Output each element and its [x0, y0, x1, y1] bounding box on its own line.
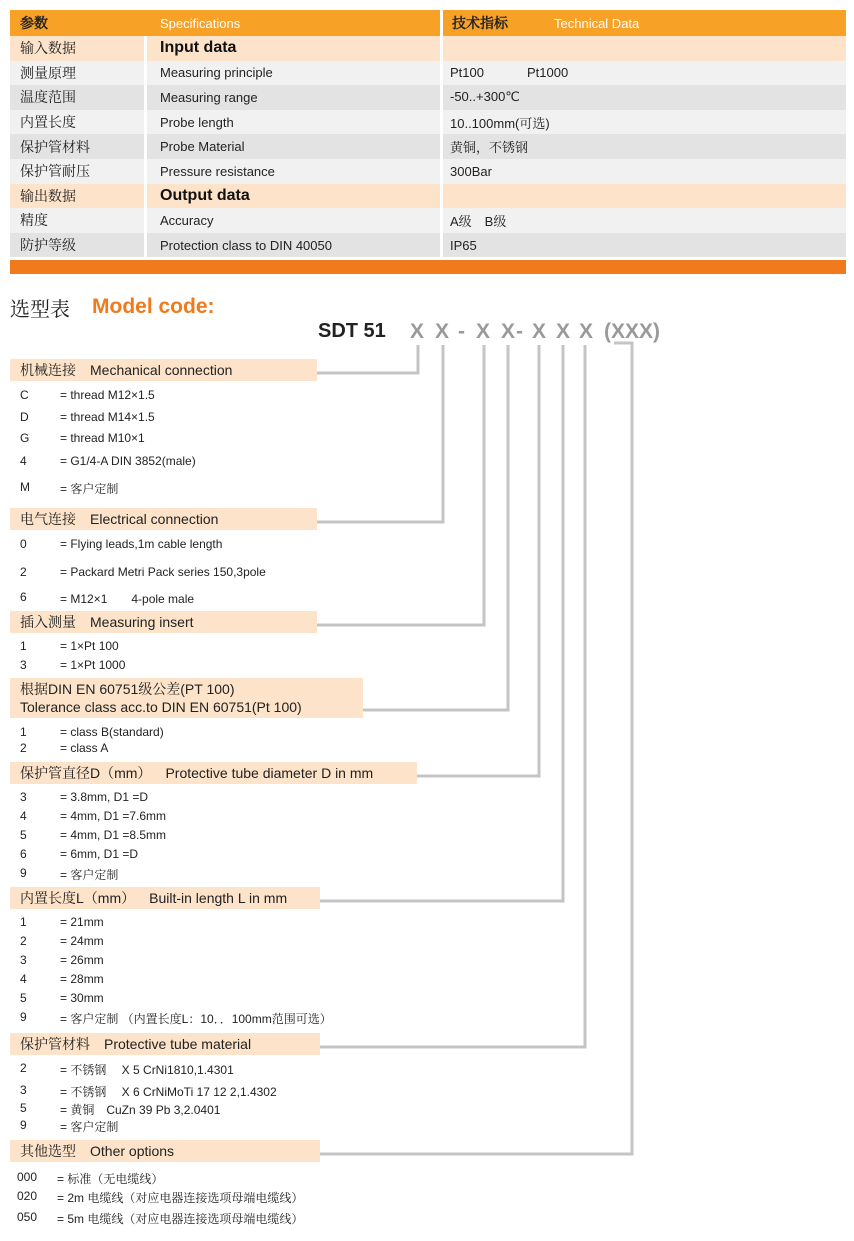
option-code: 0	[20, 537, 27, 551]
spec-row-label-cn: 内置长度	[20, 114, 76, 131]
option-code: M	[20, 480, 30, 494]
option-value: = 21mm	[60, 915, 104, 929]
spec-row-value: 10..100mm(可选)	[450, 115, 550, 131]
option-value: = Flying leads,1m cable length	[60, 537, 223, 551]
option-value: = thread M10×1	[60, 431, 145, 445]
model-code-placeholder: X	[410, 320, 425, 343]
spec-row-label-cn: 测量原理	[20, 64, 76, 81]
option-code: 3	[20, 1083, 27, 1097]
model-code-separator: -	[516, 320, 523, 343]
section-title-en: Protective tube material	[104, 1036, 252, 1052]
spec-row-value: -50..+300℃	[450, 89, 520, 105]
model-code-placeholder: X	[476, 320, 491, 343]
option-value: = 黄铜 CuZn 39 Pb 3,2.0401	[60, 1103, 221, 1117]
option-value: = 标准（无电缆线）	[57, 1172, 164, 1186]
option-code: 5	[20, 828, 27, 842]
connector-line	[363, 345, 508, 710]
option-code: 9	[20, 1010, 27, 1024]
section-banner	[10, 678, 363, 718]
option-code: 5	[20, 1101, 27, 1115]
option-code: 6	[20, 847, 27, 861]
section-banner	[10, 1033, 320, 1055]
model-code-placeholder: X	[579, 320, 594, 343]
option-code: 5	[20, 991, 27, 1005]
option-code: 050	[17, 1210, 38, 1224]
spec-row-label-cn: 保护管耐压	[20, 163, 90, 180]
model-code-title-en: Model code:	[92, 295, 215, 318]
spec-row-value: A级 B级	[450, 213, 507, 229]
option-value: = class B(standard)	[60, 725, 164, 739]
section-banner	[10, 611, 317, 633]
section-title-en: Protective tube diameter D in mm	[165, 765, 374, 781]
option-code: 3	[20, 953, 27, 967]
header-param-en: Specifications	[160, 15, 241, 31]
section-title-cn: 根据DIN EN 60751级公差(PT 100)	[20, 681, 235, 697]
section-title-cn: 其他选型	[20, 1143, 76, 1159]
option-value: = class A	[60, 741, 109, 755]
section-banner	[10, 359, 317, 381]
model-code-placeholder: X	[556, 320, 571, 343]
option-value: = 2m 电缆线（对应电器连接选项母端电缆线）	[57, 1191, 304, 1205]
option-value: = 客户定制	[60, 482, 119, 496]
spec-row-label-en: Measuring principle	[160, 65, 273, 81]
option-value: = 不锈钢 X 5 CrNi1810,1.4301	[60, 1063, 234, 1077]
option-code: 4	[20, 454, 27, 468]
option-code: D	[20, 410, 29, 424]
section-title-cn: 保护管材料	[20, 1036, 90, 1052]
model-code-prefix: SDT 51	[318, 320, 386, 342]
model-code-separator: -	[458, 320, 465, 343]
connector-line	[317, 345, 484, 625]
spec-row-label-cn: 保护管材料	[20, 138, 90, 155]
option-value: = 4mm, D1 =8.5mm	[60, 828, 167, 842]
spec-row-label-cn: 输出数据	[20, 187, 76, 204]
spec-row-label-cn: 温度范围	[20, 89, 76, 106]
option-value: = 客户定制 （内置长度L：10．．100mm范围可选）	[60, 1012, 332, 1026]
option-value: = 26mm	[60, 953, 104, 967]
spec-row-value: IP65	[450, 237, 477, 253]
section-title-en: Measuring insert	[90, 614, 194, 630]
option-code: 2	[20, 934, 27, 948]
option-value: = 客户定制	[60, 1120, 119, 1134]
section-banner	[10, 1140, 320, 1162]
section-banner	[10, 887, 320, 909]
spec-row-label-en: Output data	[160, 186, 250, 204]
option-code: 2	[20, 1061, 27, 1075]
section-title-cn: 内置长度L（mm）	[20, 890, 136, 906]
option-value: = 28mm	[60, 972, 104, 986]
option-code: 9	[20, 866, 27, 880]
option-code: 6	[20, 590, 27, 604]
option-code: 1	[20, 725, 27, 739]
option-value: = 客户定制	[60, 868, 119, 882]
spec-row-label-en: Pressure resistance	[160, 163, 275, 179]
option-value: = thread M12×1.5	[60, 388, 155, 402]
spec-row-label-en: Protection class to DIN 40050	[160, 237, 332, 253]
spec-row-value: 黄铜，不锈钢	[450, 140, 529, 156]
option-code: 3	[20, 658, 27, 672]
option-code: 2	[20, 741, 27, 755]
option-value: = Packard Metri Pack series 150,3pole	[60, 565, 266, 579]
spec-row-label-en: Probe length	[160, 114, 234, 130]
spec-row-label-en: Measuring range	[160, 89, 258, 105]
model-code-placeholder: X	[501, 320, 516, 343]
option-value: = 3.8mm, D1 =D	[60, 790, 149, 804]
section-title-en: Electrical connection	[90, 511, 219, 527]
spec-row-label-cn: 输入数据	[20, 40, 76, 57]
model-code-placeholder: X	[532, 320, 547, 343]
section-banner	[10, 508, 317, 530]
section-title-cn: 插入测量	[20, 614, 76, 630]
option-code: 1	[20, 915, 27, 929]
model-code-placeholder: X	[435, 320, 450, 343]
model-code-placeholder: (XXX)	[604, 320, 661, 343]
model-code-title-cn: 选型表	[10, 299, 70, 321]
option-code: 1	[20, 639, 27, 653]
spec-row-value: Pt100	[450, 65, 484, 81]
section-title-en: Tolerance class acc.to DIN EN 60751(Pt 100)	[20, 699, 302, 715]
option-value: = 1×Pt 1000	[60, 658, 126, 672]
option-value: = 6mm, D1 =D	[60, 847, 139, 861]
option-value: = 24mm	[60, 934, 104, 948]
option-value: = G1/4-A DIN 3852(male)	[60, 454, 196, 468]
section-title-en: Mechanical connection	[90, 362, 233, 378]
connector-line	[317, 345, 418, 373]
spec-row-label-en: Accuracy	[160, 212, 214, 228]
option-code: G	[20, 431, 30, 445]
option-value: = 30mm	[60, 991, 104, 1005]
option-code: 000	[17, 1170, 38, 1184]
option-value: = 4mm, D1 =7.6mm	[60, 809, 167, 823]
spec-row-value: 300Bar	[450, 163, 492, 179]
spec-row-value-2: Pt1000	[527, 65, 569, 81]
section-title-cn: 保护管直径D（mm）	[20, 765, 152, 781]
section-title-en: Other options	[90, 1143, 175, 1159]
option-code: 9	[20, 1118, 27, 1132]
section-title-cn: 电气连接	[20, 511, 76, 527]
section-title-cn: 机械连接	[20, 362, 76, 378]
header-data-cn: 技术指标	[452, 15, 508, 31]
option-code: 3	[20, 790, 27, 804]
option-code: C	[20, 388, 29, 402]
option-value: = 不锈钢 X 6 CrNiMoTi 17 12 2,1.4302	[60, 1085, 277, 1099]
spec-row-label-en: Probe Material	[160, 139, 245, 155]
header-param-cn: 参数	[20, 15, 48, 31]
option-value: = M12×1 4-pole male	[60, 592, 195, 606]
spec-row-label-en: Input data	[160, 39, 237, 57]
section-title-en: Built-in length L in mm	[149, 890, 288, 906]
section-banner	[10, 762, 417, 784]
header-data-en: Technical Data	[554, 15, 640, 31]
option-value: = thread M14×1.5	[60, 410, 155, 424]
spec-row-label-cn: 精度	[20, 212, 48, 229]
option-code: 2	[20, 565, 27, 579]
option-code: 4	[20, 972, 27, 986]
option-code: 4	[20, 809, 27, 823]
option-value: = 1×Pt 100	[60, 639, 119, 653]
option-value: = 5m 电缆线（对应电器连接选项母端电缆线）	[57, 1212, 304, 1226]
option-code: 020	[17, 1189, 38, 1203]
spec-row-label-cn: 防护等级	[20, 237, 76, 254]
